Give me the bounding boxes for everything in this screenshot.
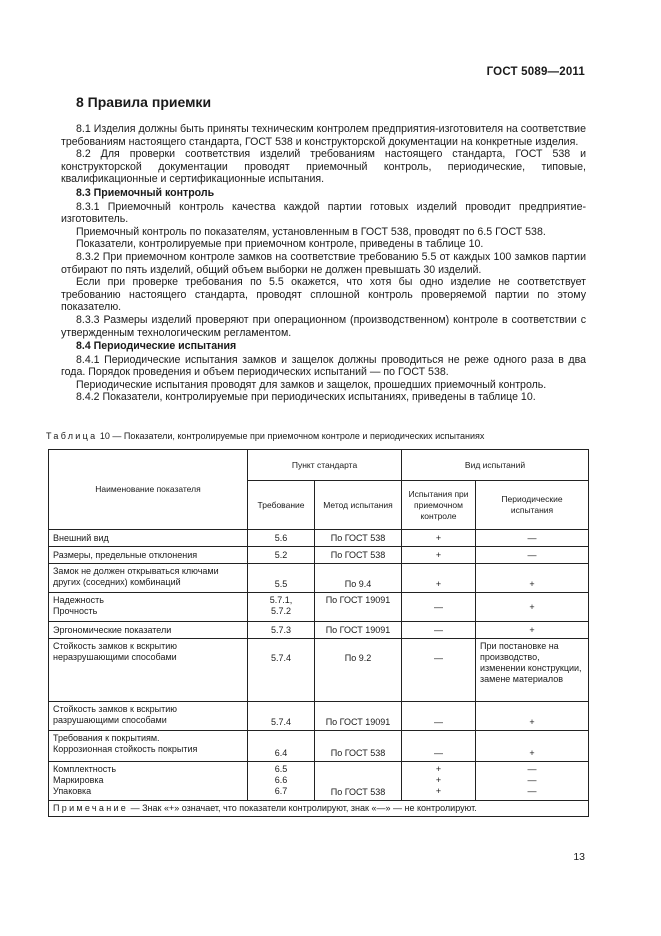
- cell-periodic-line: —: [527, 786, 537, 796]
- cell-periodic-line: —: [527, 775, 537, 785]
- cell-name: Эргономические показатели: [49, 622, 248, 639]
- cell-acceptance: —: [402, 702, 476, 731]
- cell-requirement: [248, 762, 315, 801]
- header-name: Наименование показателя: [49, 450, 248, 530]
- table-note: [49, 801, 589, 817]
- cell-method: По ГОСТ 538: [315, 547, 402, 564]
- body-text: [61, 123, 586, 404]
- section-title: 8 Правила приемки: [76, 94, 212, 110]
- cell-name-line: Упаковка: [53, 786, 92, 796]
- table-caption-prefix: Таблица: [46, 431, 98, 441]
- table-caption-text: 10 — Показатели, контролируемые при приемочном контроле и периодических испытаниях: [97, 431, 485, 441]
- table-row: [49, 762, 589, 801]
- cell-requirement-line: 5.7.1,: [269, 595, 293, 605]
- cell-requirement: [248, 593, 315, 622]
- cell-periodic: При постановке на производство, изменении конструкции, замене материалов: [476, 639, 589, 702]
- table-row: [49, 731, 589, 762]
- cell-name-line: Коррозионная стойкость покрытия: [53, 744, 198, 754]
- table-caption: [46, 431, 484, 441]
- cell-name-line: Комплектность: [53, 764, 117, 774]
- page-number: 13: [573, 851, 585, 863]
- cell-acceptance: —: [402, 731, 476, 762]
- cell-acceptance-line: +: [435, 786, 442, 796]
- cell-acceptance: —: [402, 593, 476, 622]
- paragraph-8-4-1b: Периодические испытания проводят для замков и защелок, прошедших приемочный контроль.: [76, 378, 547, 391]
- cell-requirement: 5.7.4: [248, 702, 315, 731]
- cell-acceptance: +: [402, 530, 476, 547]
- cell-name: Внешний вид: [49, 530, 248, 547]
- header-test-group: Вид испытаний: [402, 450, 589, 481]
- cell-acceptance: +: [402, 547, 476, 564]
- cell-method: По ГОСТ 538: [315, 530, 402, 547]
- header-acceptance: Испытания при приемочном контроле: [402, 481, 476, 530]
- paragraph-8-4-1: 8.4.1 Периодические испытания замков и защелок должны проводиться не реже одного раза в два года. Порядок проведения и объем периодических испытаний — по ГОСТ 538.: [61, 353, 586, 379]
- cell-periodic: +: [476, 731, 589, 762]
- cell-periodic: [476, 762, 589, 801]
- cell-method: По ГОСТ 538: [315, 731, 402, 762]
- subheading-8-4: 8.4 Периодические испытания: [76, 340, 237, 353]
- cell-periodic: +: [476, 564, 589, 593]
- header-method: Метод испытания: [315, 481, 402, 530]
- cell-acceptance: [402, 762, 476, 801]
- cell-requirement-line: 5.7.2: [270, 606, 292, 616]
- cell-requirement: 5.7.3: [248, 622, 315, 639]
- cell-method: По ГОСТ 19091: [315, 593, 402, 622]
- cell-requirement: 5.5: [248, 564, 315, 593]
- cell-requirement-line: 6.7: [274, 786, 288, 796]
- cell-periodic: —: [476, 547, 589, 564]
- table-row: [49, 564, 589, 593]
- cell-acceptance-line: +: [435, 764, 442, 774]
- subheading-8-3: 8.3 Приемочный контроль: [76, 186, 215, 199]
- table-row: [49, 622, 589, 639]
- cell-method: По ГОСТ 19091: [315, 702, 402, 731]
- cell-name: Замок не должен открываться ключами других (соседних) комбинаций: [49, 564, 248, 593]
- document-code: ГОСТ 5089—2011: [486, 66, 585, 78]
- cell-requirement: 5.7.4: [248, 639, 315, 702]
- cell-name: Размеры, предельные отклонения: [49, 547, 248, 564]
- cell-method: По 9.2: [315, 639, 402, 702]
- paragraph-8-3-2: 8.3.2 При приемочном контроле замков на соответствие требованию 5.5 от каждых 100 замков партии отбирают по пять изделий, общий объем выборки не должен превышать 30 изделий.: [61, 250, 586, 276]
- table-row: [49, 639, 589, 702]
- cell-method: По ГОСТ 538: [315, 762, 402, 801]
- cell-name: Стойкость замков к вскрытию неразрушающими способами: [49, 639, 248, 702]
- cell-method: По ГОСТ 19091: [315, 622, 402, 639]
- cell-method: По 9.4: [315, 564, 402, 593]
- table-note-row: [49, 801, 589, 817]
- cell-requirement-line: 6.6: [274, 775, 288, 785]
- table-row: [49, 702, 589, 731]
- cell-periodic: +: [476, 593, 589, 622]
- cell-acceptance: —: [402, 622, 476, 639]
- cell-name-line: Прочность: [53, 606, 98, 616]
- cell-acceptance-line: +: [435, 775, 442, 785]
- table-row: [49, 593, 589, 622]
- cell-requirement: 5.6: [248, 530, 315, 547]
- cell-name-line: Маркировка: [53, 775, 104, 785]
- note-prefix: Примечание: [53, 803, 129, 813]
- table-header-row: [49, 450, 589, 481]
- header-clause-group: Пункт стандарта: [248, 450, 402, 481]
- inspection-table: [48, 449, 589, 817]
- cell-requirement: 6.4: [248, 731, 315, 762]
- cell-name-line: Надежность: [53, 595, 104, 605]
- paragraph-8-3-1: 8.3.1 Приемочный контроль качества каждой партии готовых изделий проводит предприятие-изготовитель.: [61, 200, 586, 226]
- cell-name: Стойкость замков к вскрытию разрушающими способами: [49, 702, 248, 731]
- table-row: [49, 530, 589, 547]
- cell-acceptance: —: [402, 639, 476, 702]
- header-requirement: Требование: [248, 481, 315, 530]
- cell-periodic: —: [476, 530, 589, 547]
- paragraph-8-3-1c: Показатели, контролируемые при приемочном контроле, приведены в таблице 10.: [76, 238, 484, 251]
- cell-name: [49, 593, 248, 622]
- paragraph-8-3-3: 8.3.3 Размеры изделий проверяют при операционном (производственном) контроле в соответствии с утвержденным технологическим регламентом.: [61, 313, 586, 339]
- paragraph-8-4-2: 8.4.2 Показатели, контролируемые при периодических испытаниях, приведены в таблице 10.: [76, 391, 536, 404]
- cell-acceptance: +: [402, 564, 476, 593]
- cell-name-line: Требования к покрытиям.: [53, 733, 160, 743]
- cell-periodic: +: [476, 622, 589, 639]
- cell-name: [49, 762, 248, 801]
- paragraph-8-3-1b: Приемочный контроль по показателям, установленным в ГОСТ 538, проводят по 6.5 ГОСТ 538.: [76, 225, 546, 238]
- paragraph-8-2: 8.2 Для проверки соответствия изделий требованиям настоящего стандарта, ГОСТ 538 и конструкторской документации проводят приемочный контроль, периодические, типовые, квалификационные и сертификационные испытания.: [61, 148, 586, 186]
- cell-requirement: 5.2: [248, 547, 315, 564]
- paragraph-8-1: 8.1 Изделия должны быть приняты техническим контролем предприятия-изготовителя на соответствие требованиям настоящего стандарта, ГОСТ 538 и конструкторской документации на конкретные изделия.: [61, 123, 586, 148]
- cell-periodic-line: —: [527, 764, 537, 774]
- cell-periodic: +: [476, 702, 589, 731]
- table-row: [49, 547, 589, 564]
- note-text: — Знак «+» означает, что показатели контролируют, знак «—» — не контролируют.: [128, 803, 477, 813]
- header-periodic: Периодические испытания: [476, 481, 589, 530]
- cell-requirement-line: 6.5: [274, 764, 288, 774]
- cell-name: [49, 731, 248, 762]
- paragraph-8-3-2b: Если при проверке требования по 5.5 окажется, что хотя бы одно изделие не соответствует требованию настоящего стандарта, проводят сплошной контроль проверяемой партии по этому показателю.: [61, 276, 586, 314]
